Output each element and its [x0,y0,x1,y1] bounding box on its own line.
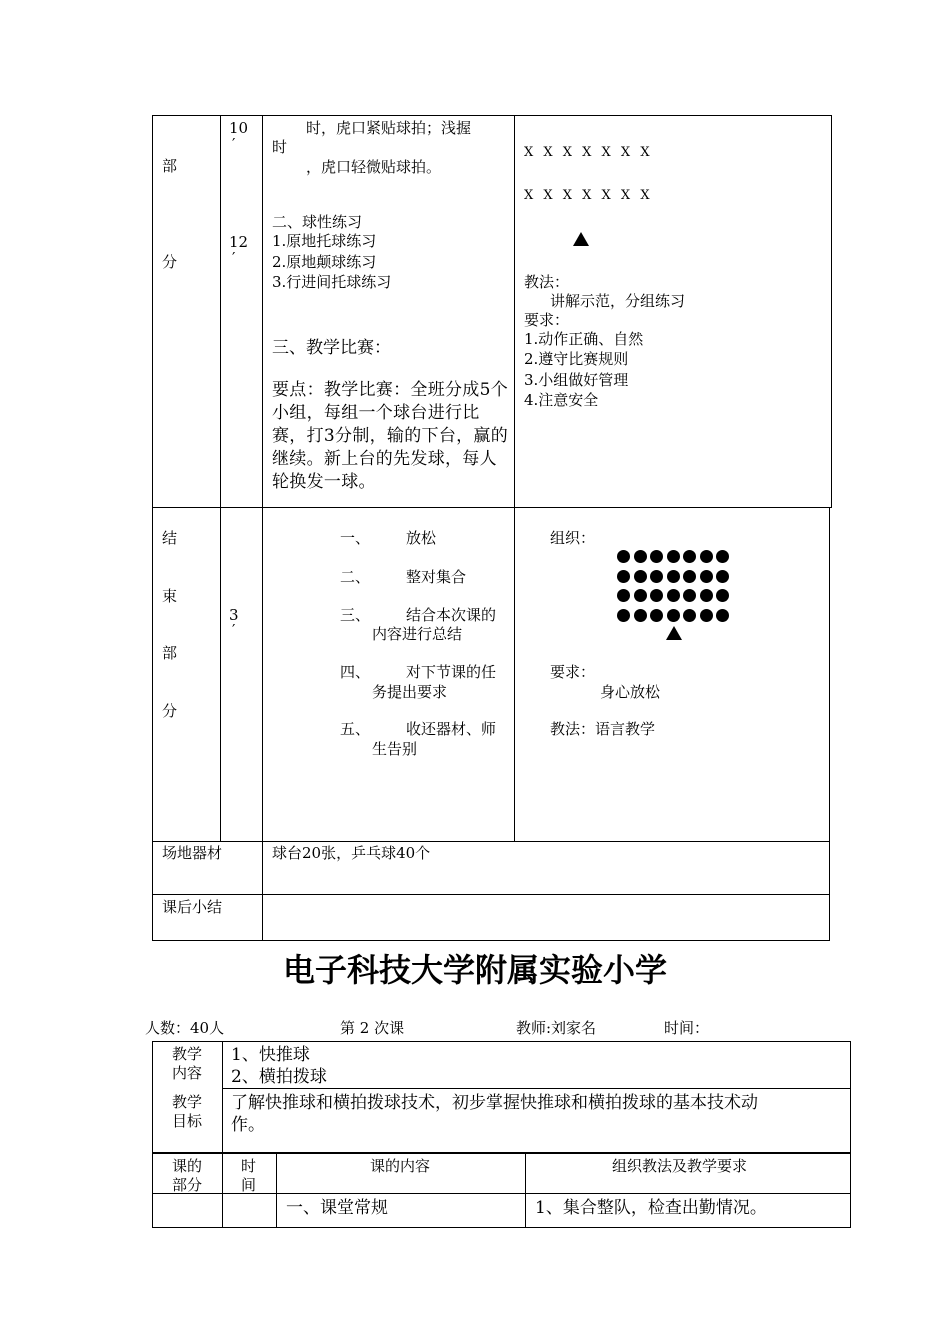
section-title: 三、教学比赛： [272,338,391,358]
student-dot [650,550,663,563]
school-title: 电子科技大学附属实验小学 [282,951,667,989]
student-dot [683,609,696,622]
time-value: 3 [229,606,239,624]
end-item-num: 一、 [340,529,371,547]
list-item: 2.原地颠球练习 [272,253,377,271]
time-mark: ′ [232,135,236,153]
header-time: 时 [241,1157,257,1175]
time-mark: ′ [232,621,236,639]
requirements-label: 要求： [550,663,596,681]
section-title: 二、球性练习 [272,213,363,231]
row-org: 1、集合整队，检查出勤情况。 [535,1198,767,1218]
end-item-num: 五、 [340,720,371,738]
student-dot [700,589,713,602]
part-label-char: 部 [162,157,178,175]
student-dot [700,550,713,563]
teacher-triangle-icon [666,626,682,640]
header-part: 课的 [172,1157,203,1175]
student-dot [683,589,696,602]
part-label-char: 分 [162,702,178,720]
equipment-value: 球台20张，乒乓球40个 [272,844,431,862]
part-label-char: 束 [162,587,178,605]
requirement-item: 3.小组做好管理 [524,371,629,389]
teacher-name: 教师:刘家名 [516,1019,597,1037]
end-item-text: 收还器材、师 [406,720,497,738]
list-item: 1.原地托球练习 [272,232,377,250]
summary-label: 课后小结 [162,898,223,916]
grip-text: ，虎口轻微贴球拍。 [306,158,442,176]
requirements-label: 要求： [524,311,570,329]
method-text: 讲解示范，分组练习 [550,292,686,310]
lesson-number: 第 2 次课 [340,1019,405,1037]
time-value: 10 [229,119,249,137]
grip-text: 时 [272,138,288,156]
student-count: 人数：40人 [145,1019,225,1037]
end-item-num: 二、 [340,568,371,586]
time-mark: ′ [232,249,236,267]
end-item-text: 内容进行总结 [372,625,463,643]
student-formation-grid [617,550,737,626]
end-item-text: 结合本次课的 [406,606,497,624]
student-dot [667,550,680,563]
student-dot [634,570,647,583]
requirement-item: 2.遵守比赛规则 [524,350,629,368]
equipment-label: 场地器材 [162,844,223,862]
row-content: 一、课堂常规 [286,1198,388,1218]
student-dot [634,550,647,563]
student-dot [716,609,729,622]
end-item-num: 四、 [340,663,371,681]
goal-text: 作。 [231,1115,265,1135]
student-dot [617,609,630,622]
content-item: 1、快推球 [231,1045,310,1065]
part-label-char: 结 [162,529,178,547]
header-part: 部分 [172,1176,203,1194]
teacher-triangle-icon [573,232,589,246]
end-item-num: 三、 [340,606,371,624]
student-dot [667,609,680,622]
student-dot [650,609,663,622]
content-label: 教学 [172,1045,203,1063]
student-dot [617,589,630,602]
student-dot [667,570,680,583]
method-label: 教法： [524,273,570,291]
student-dot [667,589,680,602]
list-item: 3.行进间托球练习 [272,273,392,291]
student-dot [700,609,713,622]
requirements-text: 身心放松 [600,683,661,701]
student-dot [650,589,663,602]
time-value: 12 [229,233,249,251]
goal-text: 了解快推球和横拍拨球技术，初步掌握快推球和横拍拨球的基本技术动 [231,1093,758,1113]
requirement-item: 4.注意安全 [524,391,599,409]
student-dot [716,570,729,583]
part-label-char: 分 [162,253,178,271]
student-dot [634,609,647,622]
content-item: 2、横拍拨球 [231,1067,327,1087]
student-dot [650,570,663,583]
grip-text: 时，虎口紧贴球拍；浅握 [306,119,472,137]
student-dot [617,550,630,563]
student-dot [683,570,696,583]
end-item-text: 对下节课的任 [406,663,497,681]
org-label: 组织： [550,529,596,547]
student-dot [716,550,729,563]
header-org: 组织教法及教学要求 [612,1157,748,1175]
student-dot [683,550,696,563]
formation-row: X X X X X X X [524,145,653,160]
content-label: 内容 [172,1064,203,1082]
student-dot [617,570,630,583]
key-points-text: 要点：教学比赛：全班分成5个小组，每组一个球台进行比赛，打3分制，输的下台，赢的继续。新上台的先发球，每人轮换发一球。 [272,380,509,492]
end-item-text: 务提出要求 [372,683,448,701]
end-item-text: 放松 [406,529,437,547]
header-content: 课的内容 [370,1157,431,1175]
header-time: 间 [241,1176,257,1194]
goal-label: 目标 [172,1112,203,1130]
student-dot [716,589,729,602]
goal-label: 教学 [172,1093,203,1111]
time-label: 时间： [664,1019,710,1037]
formation-row: X X X X X X X [524,188,653,203]
student-dot [634,589,647,602]
method-text: 教法：语言教学 [550,720,656,738]
end-item-text: 生告别 [372,740,418,758]
end-item-text: 整对集合 [406,568,467,586]
student-dot [700,570,713,583]
part-label-char: 部 [162,644,178,662]
requirement-item: 1.动作正确、自然 [524,330,644,348]
